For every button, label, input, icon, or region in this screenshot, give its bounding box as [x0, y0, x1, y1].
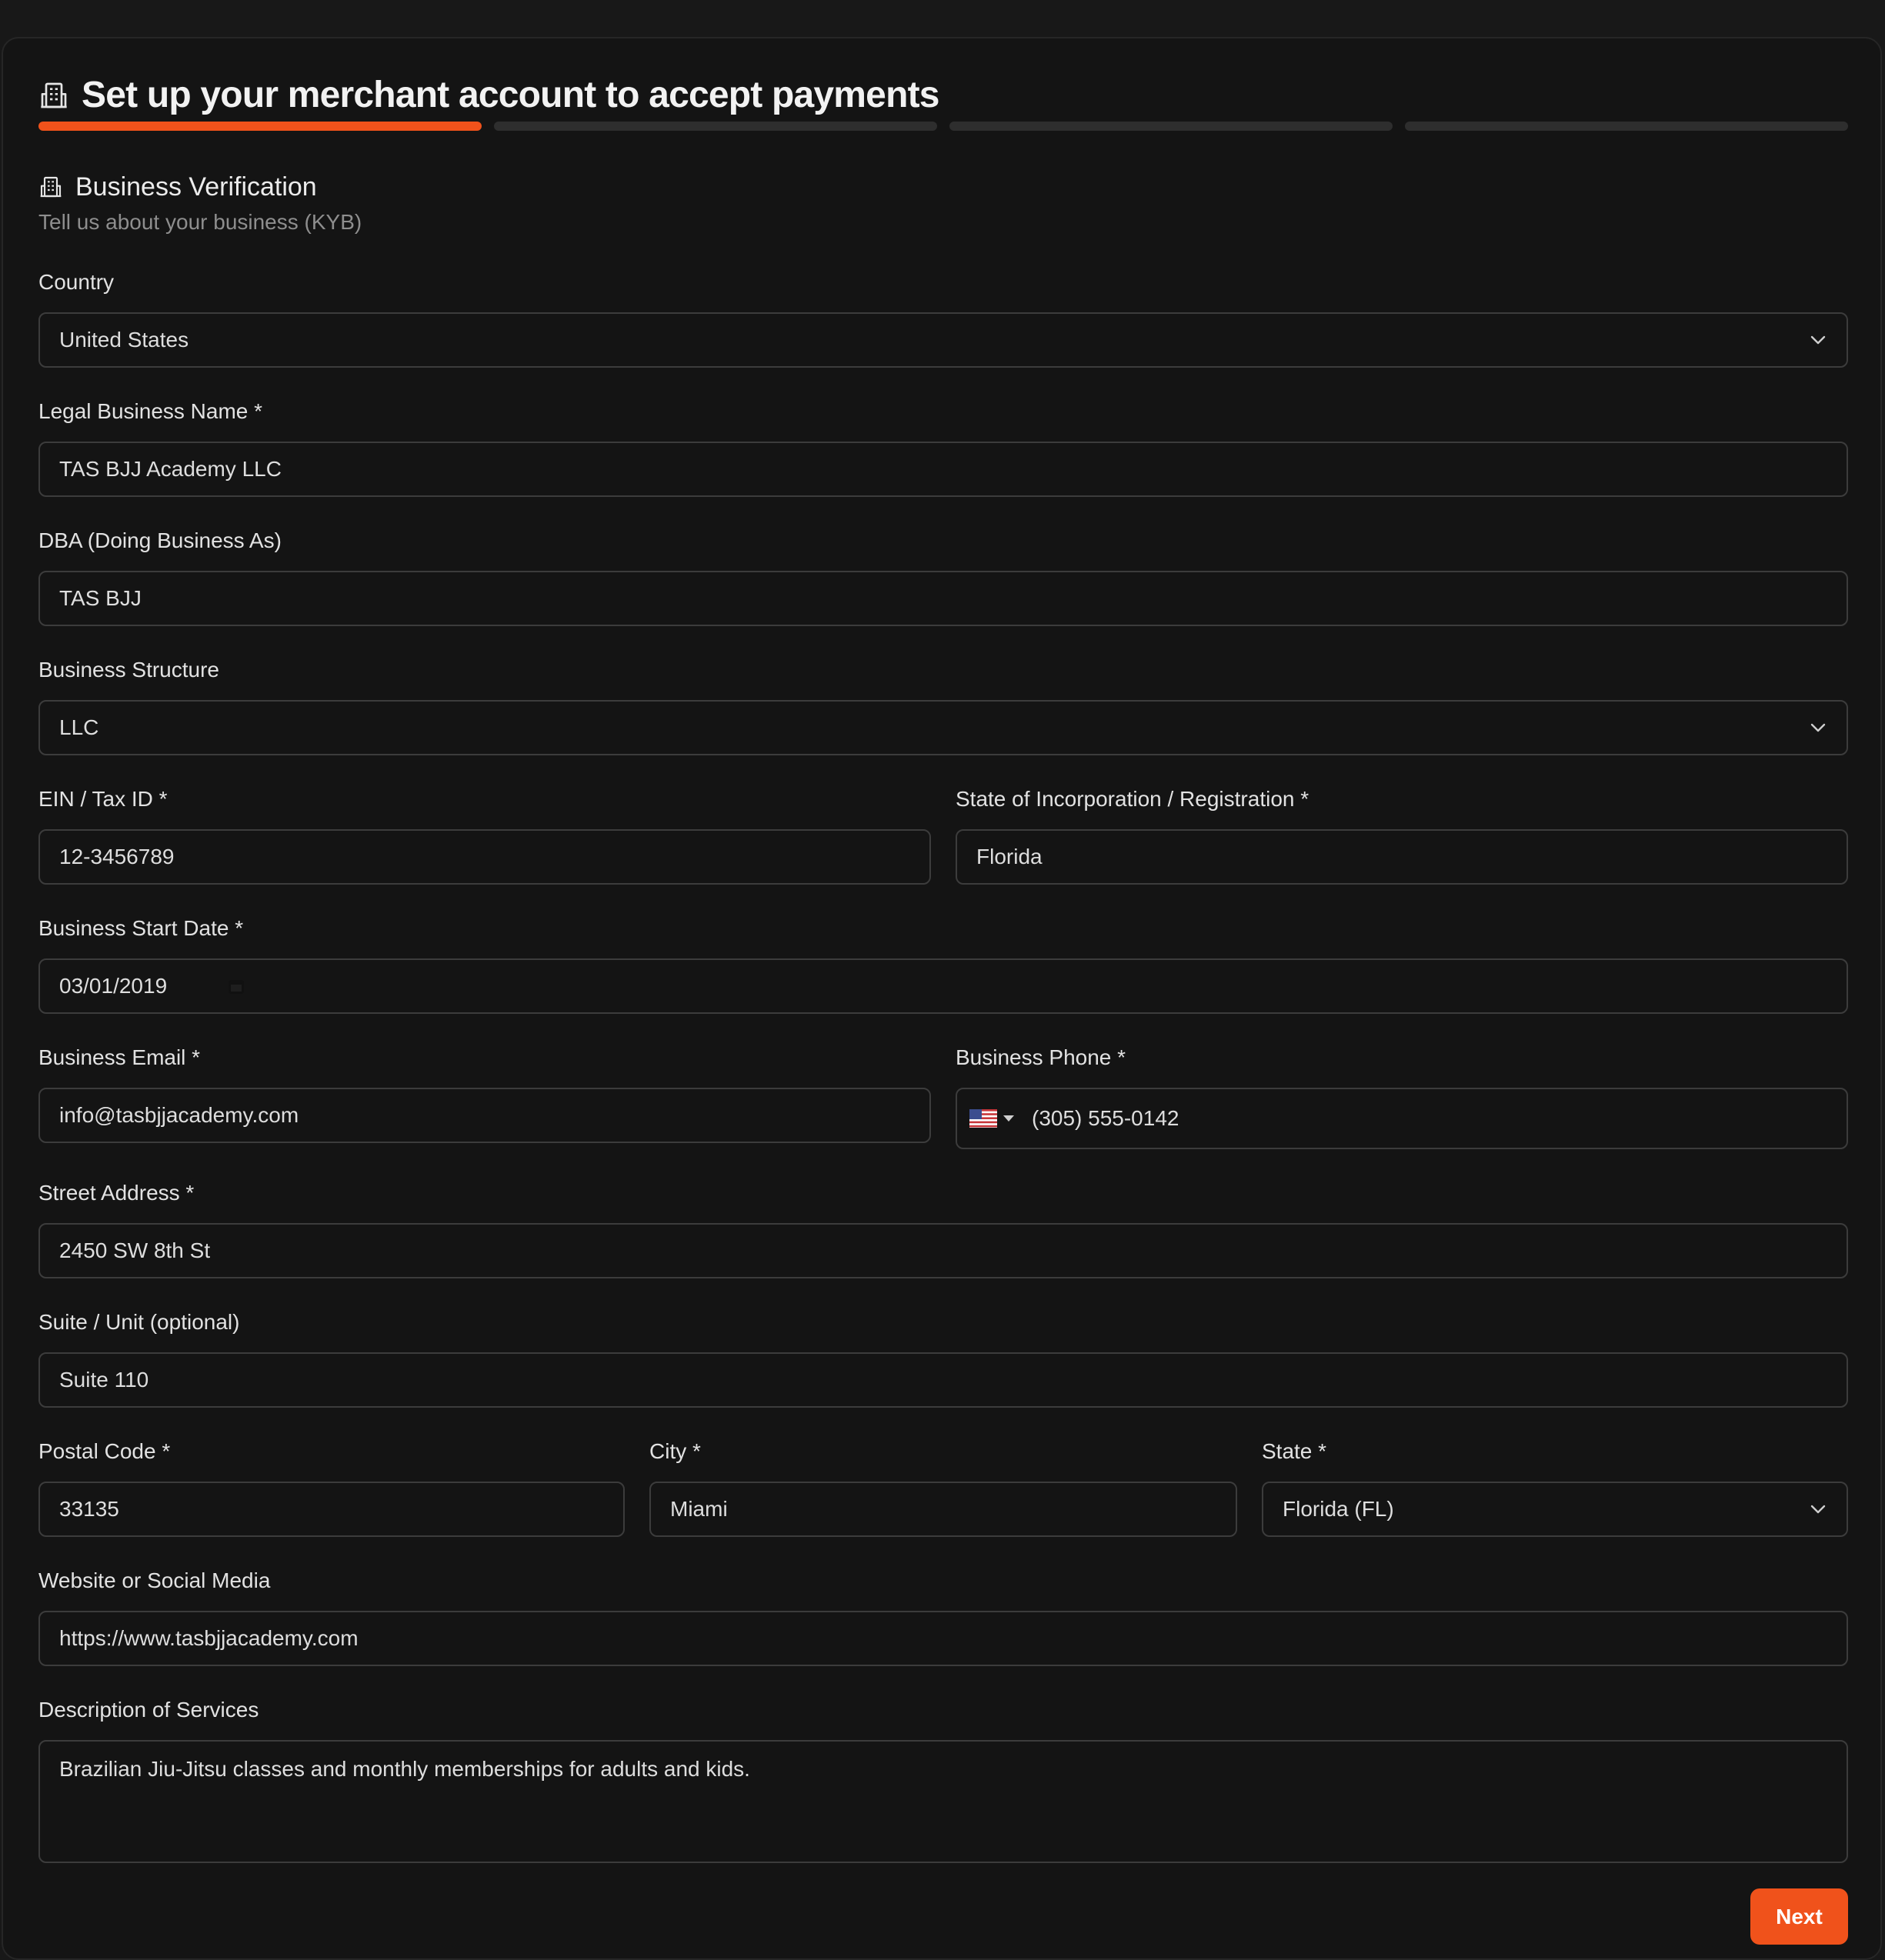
street-value: 2450 SW 8th St: [59, 1238, 211, 1262]
city-input[interactable]: [649, 1482, 1237, 1537]
section-title: Business Verification: [75, 172, 317, 202]
structure-select[interactable]: [38, 700, 1848, 755]
suite-input[interactable]: [38, 1352, 1848, 1408]
state-label: State *: [1262, 1439, 1327, 1463]
structure-label: Business Structure: [38, 658, 219, 682]
city-value: Miami: [670, 1497, 728, 1521]
progress-step-4: [1405, 122, 1848, 131]
country-select[interactable]: [38, 312, 1848, 368]
dba-input[interactable]: [38, 571, 1848, 626]
chevron-down-icon: [1810, 1504, 1827, 1515]
caret-down-icon[interactable]: [1003, 1115, 1014, 1122]
postal-input[interactable]: [38, 1482, 625, 1537]
chevron-down-icon: [1810, 335, 1827, 345]
suite-value: Suite 110: [59, 1368, 149, 1392]
state-select[interactable]: [1262, 1482, 1848, 1537]
structure-value: LLC: [59, 715, 99, 739]
state-inc-label: State of Incorporation / Registration *: [956, 787, 1309, 811]
state-inc-value: Florida: [976, 845, 1043, 868]
us-flag-icon[interactable]: [969, 1109, 997, 1128]
website-input[interactable]: [38, 1611, 1848, 1666]
legal-name-label: Legal Business Name *: [38, 399, 263, 423]
country-label: Country: [38, 270, 115, 294]
email-label: Business Email *: [38, 1045, 201, 1069]
website-label: Website or Social Media: [38, 1568, 271, 1592]
website-value: https://www.tasbjjacademy.com: [59, 1626, 359, 1650]
progress-step-3: [949, 122, 1393, 131]
start-date-input[interactable]: [38, 958, 1848, 1014]
state-inc-input[interactable]: [956, 829, 1848, 885]
building-icon: [38, 174, 63, 200]
chevron-down-icon: [1810, 722, 1827, 733]
start-date-value: 03/01/2019: [59, 974, 168, 998]
section-subtitle: Tell us about your business (KYB): [38, 210, 362, 234]
email-value: info@tasbjjacademy.com: [59, 1103, 299, 1127]
progress-step-1: [38, 122, 482, 131]
phone-label: Business Phone *: [956, 1045, 1126, 1069]
progress-step-2: [494, 122, 937, 131]
ein-input[interactable]: [38, 829, 931, 885]
legal-name-value: TAS BJJ Academy LLC: [59, 457, 282, 481]
ein-label: EIN / Tax ID *: [38, 787, 168, 811]
street-label: Street Address *: [38, 1181, 195, 1205]
dba-value: TAS BJJ: [59, 586, 142, 610]
city-label: City *: [649, 1439, 701, 1463]
page-title: Set up your merchant account to accept payments: [82, 75, 939, 115]
postal-label: Postal Code *: [38, 1439, 171, 1463]
calendar-icon[interactable]: [228, 978, 245, 995]
start-date-label: Business Start Date *: [38, 916, 244, 940]
postal-value: 33135: [59, 1497, 119, 1521]
next-button[interactable]: Next: [1750, 1888, 1848, 1945]
ein-value: 12-3456789: [59, 845, 175, 868]
description-label: Description of Services: [38, 1698, 259, 1722]
legal-name-input[interactable]: [38, 442, 1848, 497]
suite-label: Suite / Unit (optional): [38, 1310, 240, 1334]
building-icon: [38, 79, 69, 112]
phone-value: (305) 555-0142: [1032, 1106, 1179, 1130]
email-input[interactable]: [38, 1088, 931, 1143]
street-input[interactable]: [38, 1223, 1848, 1278]
dba-label: DBA (Doing Business As): [38, 528, 282, 552]
phone-input[interactable]: [956, 1088, 1848, 1149]
description-textarea[interactable]: [38, 1740, 1848, 1863]
country-value: United States: [59, 328, 189, 352]
state-value: Florida (FL): [1283, 1497, 1394, 1521]
description-value: Brazilian Jiu-Jitsu classes and monthly memberships for adults and kids.: [59, 1757, 750, 1781]
